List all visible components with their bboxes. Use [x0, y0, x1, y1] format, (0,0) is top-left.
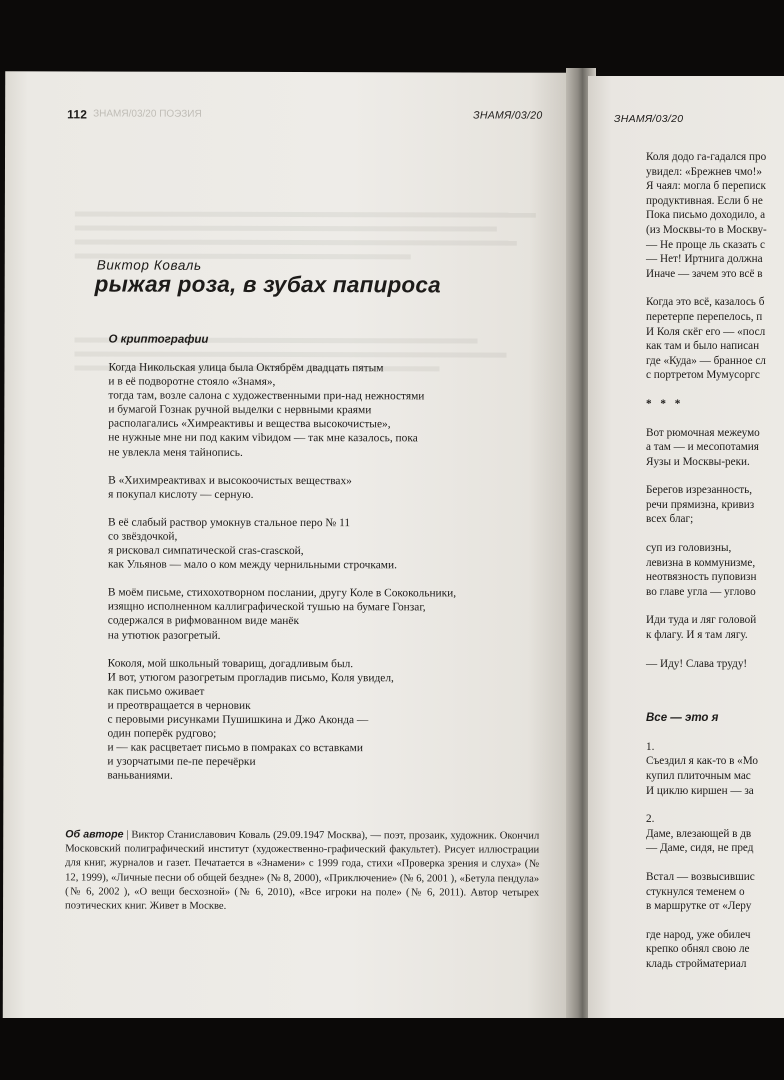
- stanza: [646, 426, 784, 470]
- poem-line: (из Москвы-то в Москву-: [646, 223, 767, 236]
- author-name: Виктор Коваль: [96, 257, 202, 273]
- poem-title: рыжая роза, в зубах папироса: [94, 271, 441, 298]
- left-page: [3, 71, 575, 1020]
- poem-line: в маршрутке от «Леру: [646, 900, 752, 913]
- section-stars: * * *: [646, 397, 684, 410]
- stanza: [646, 613, 784, 642]
- poem-line: Яузы и Москвы-реки.: [646, 455, 750, 468]
- poem-line: — Даме, сидя, не пред: [646, 842, 754, 855]
- poem-line: на утютюк разогретый.: [107, 629, 221, 642]
- section-title-right: Все — это я: [646, 712, 719, 725]
- journal-header-right: ЗНАМЯ/03/20: [614, 113, 684, 125]
- poem-line: купил плиточным мас: [646, 770, 751, 782]
- poem-line: неотвязность пуповизн: [646, 571, 757, 584]
- scan-background-bottom: [0, 1018, 784, 1080]
- running-header-faint: ЗНАМЯ/03/20 ПОЭЗИЯ: [93, 108, 202, 120]
- stanza: [646, 657, 784, 672]
- poem-line: И вот, утюгом разогретым прогладив письмо, Коля увидел,: [107, 671, 394, 684]
- poem-line: 1.: [646, 740, 655, 753]
- poem-line: перетерпе перепелось, п: [646, 310, 763, 323]
- stanza: [646, 397, 784, 412]
- poem-line: ваньваниями.: [107, 769, 173, 783]
- poem-line: всех благ;: [646, 513, 694, 526]
- poem-line: суп из головизны,: [646, 542, 732, 555]
- poem-line: В её слабый раствор умокнув стальное перо № 11: [108, 516, 351, 530]
- poem-line: кладь стройматериал: [646, 957, 747, 970]
- poem-line: как там и было написан: [646, 340, 760, 353]
- poem-line: И циклю киршен — за: [646, 784, 754, 797]
- bio-label: Об авторе: [65, 828, 124, 841]
- scan-background-top: [0, 0, 784, 72]
- poem-line: увидел: «Брежнев чмо!»: [646, 165, 762, 178]
- stanza: [646, 295, 784, 383]
- poem-line: Вот рюмочная межеумо: [646, 426, 760, 439]
- poem-line: — Иду! Слава труду!: [646, 657, 748, 670]
- poem-line: Встал — возвысившис: [646, 870, 755, 883]
- poem-line: Коколя, мой школьный товарищ, догадливым был.: [107, 657, 354, 670]
- poem-line: В моём письме, стихохотворном послании, другу Коле в Сококольники,: [107, 586, 457, 600]
- stanza: [108, 586, 548, 644]
- stanza: [108, 473, 548, 502]
- poem-line: Коля додо га-гадался про: [646, 151, 767, 163]
- author-bio: [65, 827, 539, 914]
- poem-line: я покупал кислоту — серную.: [108, 488, 254, 501]
- poem-line: тогда там, возле салона с художественными при-над нежностями: [108, 389, 425, 403]
- poem-line: а там — и месопотамия: [646, 441, 759, 454]
- poem-line: — Нет! Иртнига должна: [646, 253, 763, 266]
- poem-line: Берегов изрезанность,: [646, 484, 753, 497]
- poem-line: располагались «Химреактивы и вещества высокочистые»,: [108, 417, 391, 431]
- poem-line: Пока письмо доходило, а: [646, 209, 766, 222]
- poem-line: не увлекла меня тайнопись.: [108, 446, 243, 459]
- stanza: [108, 515, 548, 573]
- poem-line: и преотвращается в черновик: [107, 699, 251, 712]
- stanza: [107, 656, 547, 784]
- stanza: [646, 150, 784, 281]
- poem-line: где «Куда» — бранное сл: [646, 354, 766, 367]
- stanza: [646, 541, 784, 599]
- poem-line: левизна в коммунизме,: [646, 556, 756, 569]
- poem-line: не нужные мне ни под каким vibидом — так мне казалось, пока: [108, 431, 418, 445]
- journal-header: ЗНАМЯ/03/20: [473, 109, 543, 122]
- stanza: [646, 740, 784, 798]
- poem-line: со звёздочкой,: [108, 530, 178, 543]
- poem-line: где народ, уже обилеч: [646, 928, 751, 941]
- poem-line: с перовыми рисунками Пушишкина и Джо Аконда —: [107, 713, 369, 727]
- poem-line: стукнулся теменем о: [646, 885, 745, 898]
- poem-line: Даме, влезающей в дв: [646, 827, 752, 840]
- stanza: [646, 870, 784, 914]
- poem-line: и — как расцветает письмо в помраках со вставками: [107, 741, 363, 755]
- poem-line: и в её подворотне стояло «Знамя»,: [108, 375, 276, 389]
- stanza: [646, 812, 784, 856]
- poem-line: как письмо оживает: [107, 685, 205, 698]
- stanza: [108, 361, 548, 461]
- poem-line: 2.: [646, 813, 655, 826]
- poem-line: В «Хихимреактивах и высокоочистых веществах»: [108, 474, 352, 487]
- poem-line: я рисковал симпатической cras-crasской,: [107, 544, 304, 558]
- poem-line: Иначе — зачем это всё в: [646, 267, 763, 280]
- stanza: [646, 928, 784, 972]
- poem-body: [107, 361, 548, 799]
- stanza: [646, 711, 784, 726]
- stanza: [646, 483, 784, 527]
- poem-line: как Ульянов — мало о ком между чернильными строчками.: [107, 558, 397, 572]
- page-number: 112: [67, 107, 88, 122]
- poem-line: Когда это всё, казалось б: [646, 296, 765, 309]
- poem-line: Съездил я как-то в «Мо: [646, 755, 759, 768]
- poem-line: Иди туда и ляг головой: [646, 614, 757, 627]
- poem-line: к флагу. И я там лягу.: [646, 629, 748, 642]
- poem-line: продуктивная. Если б не: [646, 194, 763, 207]
- poem-line: и узорчатыми пе-пе перечёрки: [107, 755, 256, 769]
- poem-line: И Коля скёг его — «посл: [646, 325, 766, 338]
- bio-text: | Виктор Станиславович Коваль (29.09.1947 Москва), — поэт, прозаик, художник. Окончил Московский полиграфический институт (художественно-графический факультет). Рисует иллюстрации для книг, журналов и газет. Печатается в «Знамени» с 1999 года, стихи «Проверка зрения и слуха» (№ 12, 1999), «Личные песни об общей бездне» (№ 8, 2000), «Приключение» (№ 6, 2001 ), «Бетула пендула» (№ 6, 2002 ), «О вещи бесхозной» (№ 6, 2010), «Все игроки на поле» (№ 6, 2011). Автор четырех поэтических книг. Живет в Москве.: [65, 829, 540, 912]
- poem-line: крепко обнял свою ле: [646, 943, 750, 956]
- poem-line: содержался в рифмованном виде манёк: [107, 614, 300, 628]
- poem-line: речи прямизна, кривиз: [646, 498, 755, 511]
- poem-line: изящно исполненном каллиграфической тушью на бумаге Гонзаг,: [107, 600, 426, 614]
- poem-line: и бумагой Гознак ручной выделки с нервными краями: [108, 403, 372, 417]
- poem-line: — Не проще ль сказать с: [646, 238, 765, 251]
- right-page-text: [646, 150, 784, 986]
- poem-line: Когда Никольская улица была Октябрём двадцать пятым: [108, 361, 384, 375]
- poem-line: во главе угла — угловo: [646, 585, 756, 598]
- poem-line: один поперёк рудгово;: [107, 727, 217, 740]
- poem-line: с портретом Мумусоргс: [646, 369, 760, 382]
- poem-line: Я чаял: могла б переписк: [646, 180, 766, 193]
- section-title: О криптографии: [108, 333, 209, 346]
- right-page: [588, 76, 784, 1018]
